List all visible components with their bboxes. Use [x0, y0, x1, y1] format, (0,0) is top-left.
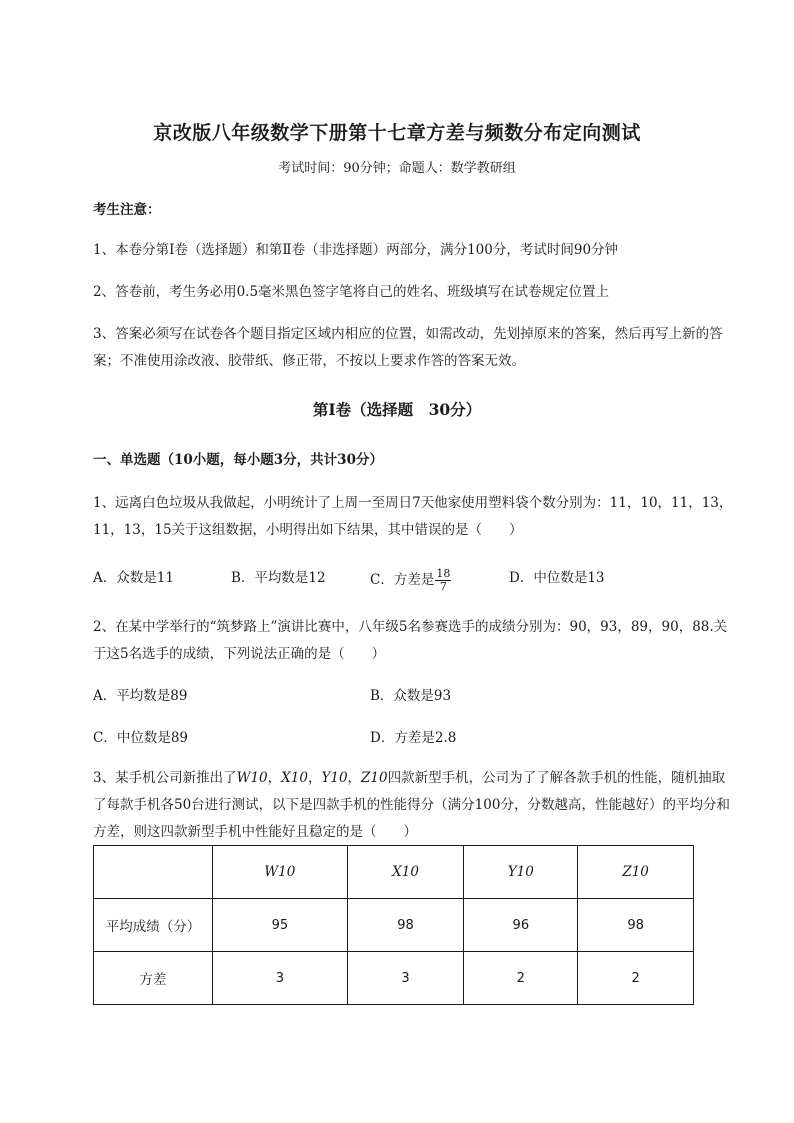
question-3-stem [93, 765, 733, 846]
row-label: 平均成绩（分） [94, 899, 213, 952]
part-heading: 一、单选题（10小题，每小题3分，共计30分） [93, 452, 383, 468]
table-header-cell: Z10 [578, 846, 694, 899]
table-cell: 3 [347, 952, 464, 1005]
table-cell: 95 [213, 899, 348, 952]
question-1-stem: 1、远离白色垃圾从我做起，小明统计了上周一至周日7天他家使用塑料袋个数分别为：11，10，11，13，11，13，15关于这组数据，小明得出如下结果，其中错误的是（ ） [93, 495, 733, 538]
table-header-row [94, 846, 694, 899]
question-2-stem: 2、在某中学举行的“筑梦路上”演讲比赛中，八年级5名参赛选手的成绩分别为：90，93，89，90，88.关于这5名选手的成绩，下列说法正确的是（ ） [93, 619, 728, 662]
table-cell: 3 [213, 952, 348, 1005]
table-cell: 98 [347, 899, 464, 952]
table-cell: 98 [578, 899, 694, 952]
question-3-stem-text: 3、某手机公司新推出了 [93, 770, 237, 786]
notice-item-2: 2、答卷前，考生务必用0.5毫米黑色签字笔将自己的姓名、班级填写在试卷规定位置上 [93, 284, 610, 300]
notice-item-1: 1、本卷分第I卷（选择题）和第Ⅱ卷（非选择题）两部分，满分100分，考试时间90分钟 [93, 242, 619, 258]
page-title: 京改版八年级数学下册第十七章方差与频数分布定向测试 [153, 122, 641, 144]
table-cell: 96 [464, 899, 578, 952]
model-z10: Z10 [361, 770, 388, 786]
question-1-option-c[interactable] [370, 568, 451, 593]
table-header-cell: Y10 [464, 846, 578, 899]
fraction [435, 568, 451, 593]
notice-heading: 考生注意： [93, 202, 161, 218]
question-1-option-a[interactable]: A．众数是11 [93, 570, 174, 586]
table-header-cell [94, 846, 213, 899]
table-cell: 2 [578, 952, 694, 1005]
performance-table [93, 845, 694, 1005]
table-header-cell: W10 [213, 846, 348, 899]
table-row [94, 952, 694, 1005]
table-header-cell: X10 [347, 846, 464, 899]
section-title: 第I卷（选择题 30分） [312, 400, 482, 419]
model-x10: X10 [281, 770, 308, 786]
question-1-option-b[interactable]: B．平均数是12 [231, 570, 326, 586]
fraction-denominator: 7 [439, 580, 447, 593]
question-1-option-c-text: C．方差是 [370, 572, 435, 588]
exam-info: 考试时间：90分钟；命题人：数学教研组 [278, 161, 516, 176]
separator: ， [347, 770, 362, 786]
row-label: 方差 [94, 952, 213, 1005]
question-1-option-d[interactable]: D．中位数是13 [509, 570, 605, 586]
question-3-stem-text: 四款新型手机，公司为了了解各款手机的性能，随机抽取了每款手机各50台进行测试，以下是四款手机的性能得分（满分100分，分数越高，性能越好）的平均分和方差，则这四款新型手机中性能好且稳定的是（ ） [93, 770, 730, 840]
model-w10: W10 [236, 770, 268, 786]
model-y10: Y10 [321, 770, 348, 786]
separator: ， [267, 770, 282, 786]
notice-item-3: 3、答案必须写在试卷各个题目指定区域内相应的位置，如需改动，先划掉原来的答案，然后再写上新的答案；不准使用涂改液、胶带纸、修正带，不按以上要求作答的答案无效。 [93, 326, 723, 369]
fraction-numerator: 18 [436, 567, 451, 580]
separator: ， [307, 770, 322, 786]
table-cell: 2 [464, 952, 578, 1005]
question-2-option-d[interactable]: D．方差是2.8 [370, 730, 457, 746]
question-2-option-b[interactable]: B．众数是93 [370, 688, 452, 704]
question-2-option-a[interactable]: A．平均数是89 [93, 688, 188, 704]
table-row [94, 899, 694, 952]
question-2-option-c[interactable]: C．中位数是89 [93, 730, 189, 746]
